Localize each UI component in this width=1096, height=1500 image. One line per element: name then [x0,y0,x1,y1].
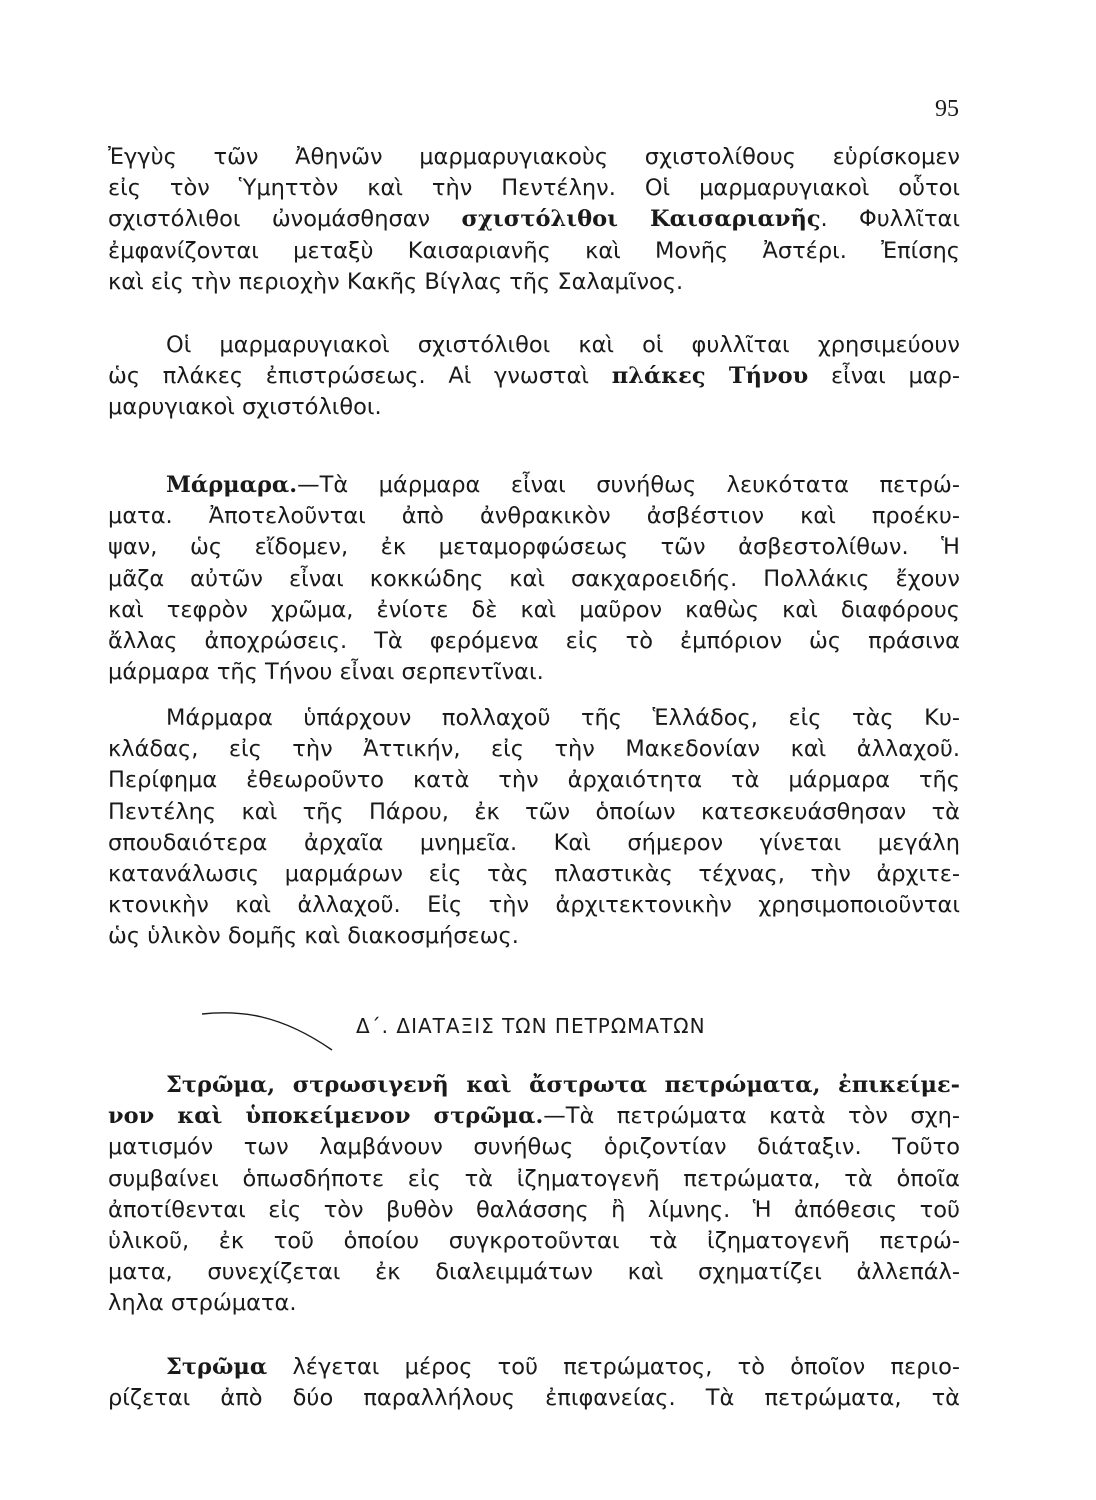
text-line [108,204,960,235]
text-line: εἰς τὸν Ὑμηττὸν καὶ τὴν Πεντέλην. Οἱ μαρμαρυγιακοὶ οὗτοι [108,175,960,202]
paragraph-marbles [108,470,960,688]
text-run: σχιστόλιθοι ὠνομάσθησαν [108,206,431,233]
text-line: Πεντέλης καὶ τῆς Πάρου, ἐκ τῶν ὁποίων κατεσκευάσθησαν τὰ [108,798,960,825]
bold-term: Στρῶμα [166,1354,268,1380]
text-run: —Τὰ πετρώματα κατὰ τὸν σχη- [543,1103,960,1130]
bold-term: σχιστόλιθοι Καισαριανῆς [461,206,821,233]
text-line [108,361,960,392]
text-line: συμβαίνει ὁπωσδήποτε εἰς τὰ ἰζηματογενῆ πετρώματα, τὰ ὁποῖα [108,1165,960,1192]
bold-term: πλάκες Τήνου [611,363,809,390]
text-run: . Φυλλῖται [820,206,960,233]
text-line: σπουδαιότερα ἀρχαῖα μνημεῖα. Καὶ σήμερον γίνεται μεγάλη [108,829,960,856]
text-line: μᾶζα αὐτῶν εἶναι κοκκώδης καὶ σακχαροειδής. Πολλάκις ἔχουν [108,565,960,592]
text-line: ὡς ὑλικὸν δομῆς καὶ διακοσμήσεως. [108,923,519,950]
text-run: εἶναι μαρ- [830,363,960,390]
text-line: Μάρμαρα ὑπάρχουν πολλαχοῦ τῆς Ἑλλάδος, εἰς τὰς Κυ- [166,705,960,731]
text-line: κλάδας, εἰς τὴν Ἀττικήν, εἰς τὴν Μακεδονίαν καὶ ἀλλαχοῦ. [108,736,960,763]
text-run: ὡς πλάκες ἐπιστρώσεως. Αἱ γνωσταὶ [108,363,590,390]
text-line [108,1101,960,1132]
text-line: ψαν, ὡς εἴδομεν, ἐκ μεταμορφώσεως τῶν ἀσβεστολίθων. Ἡ [108,534,960,561]
text-line: κτονικὴν καὶ ἀλλαχοῦ. Εἰς τὴν ἀρχιτεκτονικὴν χρησιμοποιοῦνται [108,892,960,919]
text-line: ματισμόν των λαμβάνουν συνήθως ὁριζοντίαν διάταξιν. Τοῦτο [108,1134,960,1161]
text-line: ρίζεται ἀπὸ δύο παραλλήλους ἐπιφανείας. Τὰ πετρώματα, τὰ [108,1385,960,1412]
text-line: ἄλλας ἀποχρώσεις. Τὰ φερόμενα εἰς τὸ ἐμπόριον ὡς πράσινα [108,628,960,655]
text-line: μάρμαρα τῆς Τήνου εἶναι σερπεντῖναι. [108,659,544,686]
text-line: κατανάλωσις μαρμάρων εἰς τὰς πλαστικὰς τέχνας, τὴν ἀρχιτε- [108,861,960,888]
paragraph-mica-schists [108,142,960,298]
bold-term: Μάρμαρα. [166,472,298,498]
section-heading: Δ΄. ΔΙΑΤΑΞΙΣ ΤΩΝ ΠΕΤΡΩΜΑΤΩΝ [356,1014,706,1038]
paragraph-layer-definition [108,1352,960,1414]
text-line [108,470,960,501]
ornament-swash-icon [200,1004,340,1056]
text-run: —Τὰ μάρμαρα εἶναι συνήθως λευκότατα πετρώ- [297,472,960,498]
text-run: λέγεται μέρος τοῦ πετρώματος, τὸ ὁποῖον περιο- [292,1354,960,1380]
text-line: ἀποτίθενται εἰς τὸν βυθὸν θαλάσσης ἢ λίμνης. Ἡ ἀπόθεσις τοῦ [108,1196,960,1223]
text-line: καὶ εἰς τὴν περιοχὴν Κακῆς Βίγλας τῆς Σαλαμῖνος. [108,268,684,295]
page-number: 95 [935,96,959,122]
text-line: καὶ τεφρὸν χρῶμα, ἐνίοτε δὲ καὶ μαῦρον καθὼς καὶ διαφόρους [108,596,960,623]
text-line: ματα, συνεχίζεται ἐκ διαλειμμάτων καὶ σχηματίζει ἀλλεπάλ- [108,1259,960,1286]
bold-term: νον καὶ ὑποκείμενον στρῶμα. [108,1103,544,1130]
paragraph-layers [108,1070,960,1320]
text-line: Περίφημα ἐθεωροῦντο κατὰ τὴν ἀρχαιότητα τὰ μάρμαρα τῆς [108,767,960,794]
paragraph-marble-locations [108,703,960,953]
text-line: Στρῶμα, στρωσιγενῆ καὶ ἄστρωτα πετρώματα, ἐπικείμε- [166,1072,960,1098]
text-line [108,1352,960,1383]
text-line: ματα. Ἀποτελοῦνται ἀπὸ ἀνθρακικὸν ἀσβέστιον καὶ προέκυ- [108,503,960,530]
text-line: Ἐγγὺς τῶν Ἀθηνῶν μαρμαρυγιακοὺς σχιστολίθους εὑρίσκομεν [108,144,960,170]
text-line: Οἱ μαρμαρυγιακοὶ σχιστόλιθοι καὶ οἱ φυλλῖται χρησιμεύουν [166,332,960,358]
text-line: ληλα στρώματα. [108,1290,297,1317]
text-line: μαρυγιακοὶ σχιστόλιθοι. [108,394,382,421]
paragraph-tinos-slabs [108,330,960,424]
text-line: ὑλικοῦ, ἐκ τοῦ ὁποίου συγκροτοῦνται τὰ ἰζηματογενῆ πετρώ- [108,1228,960,1255]
text-line: ἐμφανίζονται μεταξὺ Καισαριανῆς καὶ Μονῆς Ἀστέρι. Ἐπίσης [108,237,960,264]
